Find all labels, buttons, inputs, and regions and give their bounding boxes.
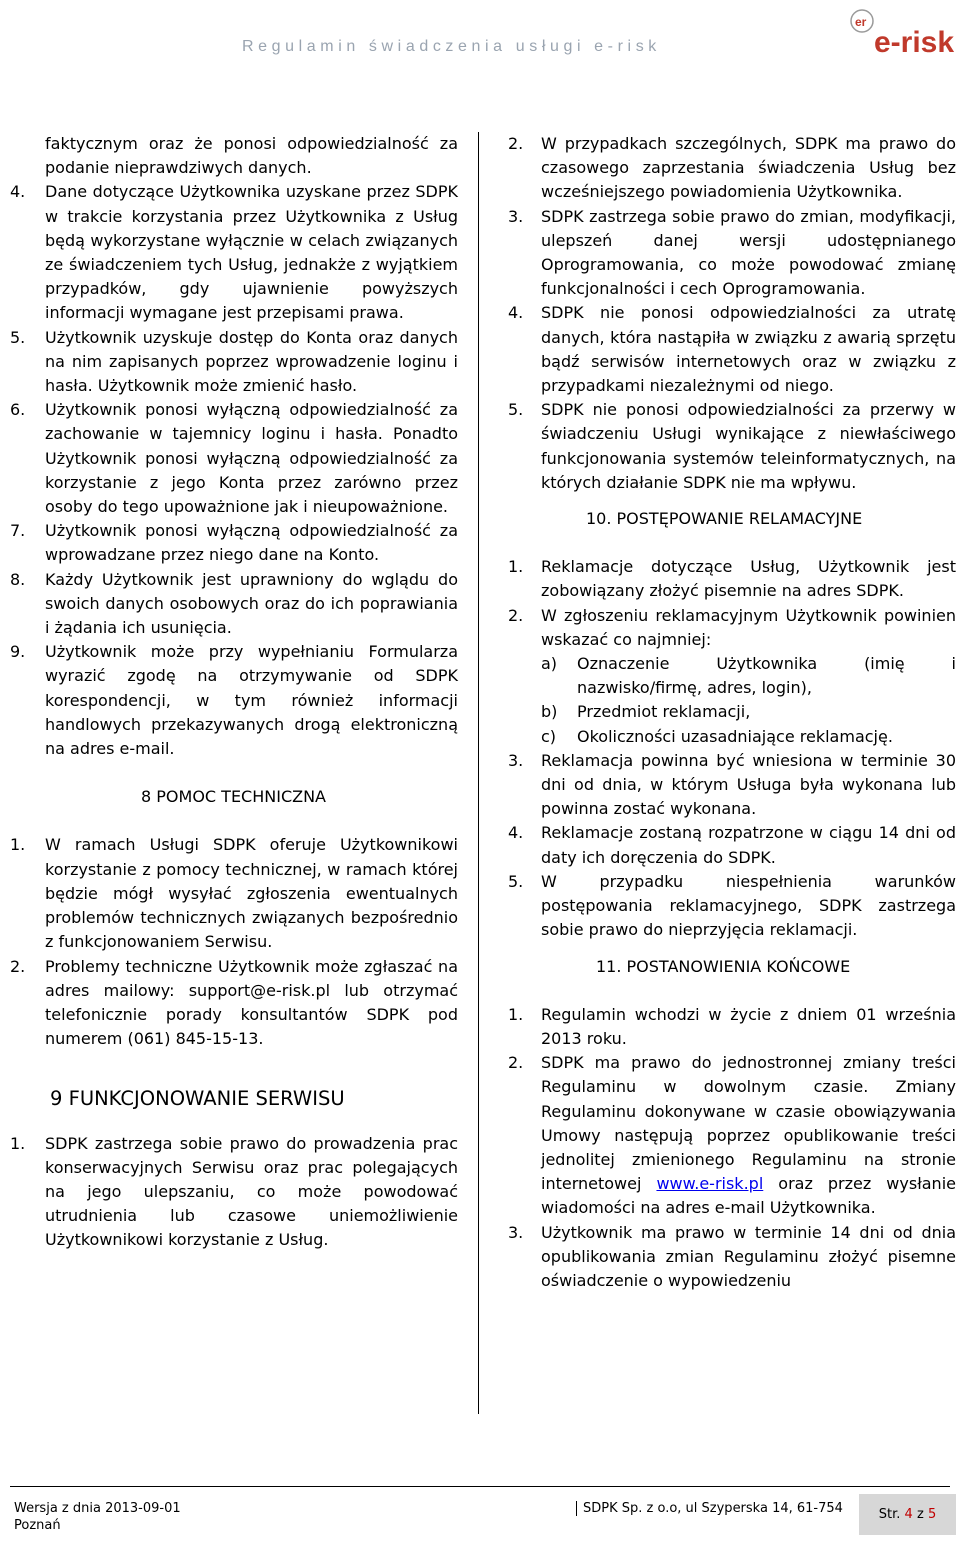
list-item: 3. Reklamacja powinna być wniesiona w terminie 30 dni od dnia, w którym Usługa była wykonana lub powinna zostać wykonana.: [508, 750, 956, 819]
section-heading-9: 9 FUNKCJONOWANIE SERWISU: [50, 1087, 345, 1111]
list-item: 3. Użytkownik ma prawo w terminie 14 dni od dnia opublikowania zmian Regulaminu złożyć pisemne oświadczenie o wypowiedzeniu: [508, 1222, 956, 1290]
page-number-box: Str. 4 z 5: [859, 1494, 956, 1535]
list-item: 5. W przypadku niespełnienia warunków postępowania reklamacyjnego, SDPK zastrzega sobie prawo do nieprzyjęcia reklamacji.: [508, 871, 956, 940]
left-column: [10, 132, 458, 1253]
sub-list-item: c) Okoliczności uzasadniające reklamację.: [541, 726, 893, 746]
list-item: 7. Użytkownik ponosi wyłączną odpowiedzialność za wprowadzane przez niego dane na Konto.: [10, 521, 458, 565]
footer-company: SDPK Sp. z o.o, ul Szyperska 14, 61-754: [576, 1500, 843, 1517]
sub-list-item: a) Oznaczenie Użytkownika (imię i nazwisko/firmę, adres, login),: [541, 654, 956, 698]
list-item: 1. W ramach Usługi SDPK oferuje Użytkownikowi korzystanie z pomocy technicznej, w ramach której będzie mógł wysyłać zgłoszenia ewentualnych problemów technicznych związanych bezpośrednio z funkcjonowaniem Serwisu.: [10, 835, 458, 952]
list-item: 3. SDPK zastrzega sobie prawo do zmian, modyfikacji, ulepszeń danej wersji udostępnianego Oprogramowania, co może powodować zmianę funkcjonalności i cech Oprogramowania.: [508, 206, 956, 299]
section-heading-11: 11. POSTANOWIENIA KOŃCOWE: [596, 956, 851, 976]
list-item: 2. Problemy techniczne Użytkownik może zgłaszać na adres mailowy: support@e-risk.pl lub otrzymać telefonicznie porady konsultantów SDPK pod numerem (061) 845-15-13.: [10, 956, 458, 1049]
list-item: 2. W zgłoszeniu reklamacyjnym Użytkownik powinien wskazać co najmniej:: [508, 605, 956, 649]
footer-rule: [10, 1486, 950, 1487]
list-item: 4. Dane dotyczące Użytkownika uzyskane przez SDPK w trakcie korzystania przez Użytkownika z Usług będą wykorzystane wyłącznie w celach związanych ze świadczeniem tych Usług, jednakże z wyjątkiem przypadków, gdy ujawnienie powyższych informacji wymagane jest przepisami prawa.: [10, 182, 458, 323]
document-header-title: Regulamin świadczenia usługi e-risk: [242, 38, 661, 55]
logo-wordmark-text: e-risk: [874, 26, 955, 56]
list-item: 4. Reklamacje zostaną rozpatrzone w ciągu 14 dni od daty ich doręczenia do SDPK.: [508, 823, 956, 867]
list-item: 6. Użytkownik ponosi wyłączną odpowiedzialność za zachowanie w tajemnicy loginu i hasła. Ponadto Użytkownik ponosi wyłączną odpowiedzialność za korzystanie z jego Konta przez zarówno przez osoby do tego upoważnione jak i nieupoważnione.: [10, 400, 458, 517]
website-link[interactable]: www.e-risk.pl: [656, 1174, 764, 1194]
logo-mark-text: er: [855, 15, 867, 29]
list-item: 4. SDPK nie ponosi odpowiedzialności za utratę danych, która nastąpiła w związku z awarią sprzętu bądź serwisów internetowych oraz w związku z przypadkami niezależnymi od niego.: [508, 303, 956, 396]
total-pages: 5: [927, 1507, 937, 1522]
e-risk-logo: [848, 6, 956, 56]
list-item: 8. Każdy Użytkownik jest uprawniony do wglądu do swoich danych osobowych oraz do ich poprawiania i żądania ich usunięcia.: [10, 569, 458, 638]
list-item: 9. Użytkownik może przy wypełnianiu Formularza wyrazić zgodę na otrzymywanie od SDPK korespondencji, w tym również informacji handlowych przekazywanych drogą elektroniczną na adres e-mail.: [10, 642, 458, 759]
list-item: 5. Użytkownik uzyskuje dostęp do Konta oraz danych na nim zapisanych poprzez wprowadzenie loginu i hasła. Użytkownik może zmienić hasło.: [10, 327, 458, 396]
right-column: [508, 132, 956, 1293]
column-divider: [478, 132, 479, 1414]
section-heading-10: 10. POSTĘPOWANIE RELAMACYJNE: [586, 509, 863, 529]
current-page: 4: [904, 1507, 913, 1522]
list-item: 1. Reklamacje dotyczące Usług, Użytkownik jest zobowiązany złożyć pisemnie na adres SDPK.: [508, 557, 956, 601]
list-item: 5. SDPK nie ponosi odpowiedzialności za przerwy w świadczeniu Usługi wynikające z niewłaściwego funkcjonowania systemów teleinformatycznych, na których działanie SDPK nie ma wpływu.: [508, 400, 956, 492]
section-heading-8: 8 POMOC TECHNICZNA: [141, 787, 326, 807]
footer-version: Wersja z dnia 2013-09-01 Poznań: [14, 1501, 181, 1533]
list-item: 1. SDPK zastrzega sobie prawo do prowadzenia prac konserwacyjnych Serwisu oraz prac polegających na jego ulepszaniu, co może powodować utrudnienia lub czasowe uniemożliwienie Użytkownikowi korzystanie z Usług.: [10, 1133, 458, 1250]
list-item: 2. W przypadkach szczególnych, SDPK ma prawo do czasowego zaprzestania świadczenia Usług bez wcześniejszego powiadomienia Użytkownika.: [508, 134, 956, 202]
list-item: 2. SDPK ma prawo do jednostronnej zmiany treści Regulaminu w dowolnym czasie. Zmiany Regulaminu dokonywane w czasie obowiązywania Umowy następują poprzez opublikowanie treści jednolitej zmienionego Regulaminu na stronie internetowej www.e-risk.pl oraz przez wysłanie wiadomości na adres e-mail Użytkownika.: [508, 1053, 956, 1218]
intro-paragraph: faktycznym oraz że ponosi odpowiedzialność za podanie nieprawdziwych danych.: [45, 134, 458, 178]
list-item: 1. Regulamin wchodzi w życie z dniem 01 września 2013 roku.: [508, 1004, 956, 1048]
sub-list-item: b) Przedmiot reklamacji,: [541, 702, 751, 722]
